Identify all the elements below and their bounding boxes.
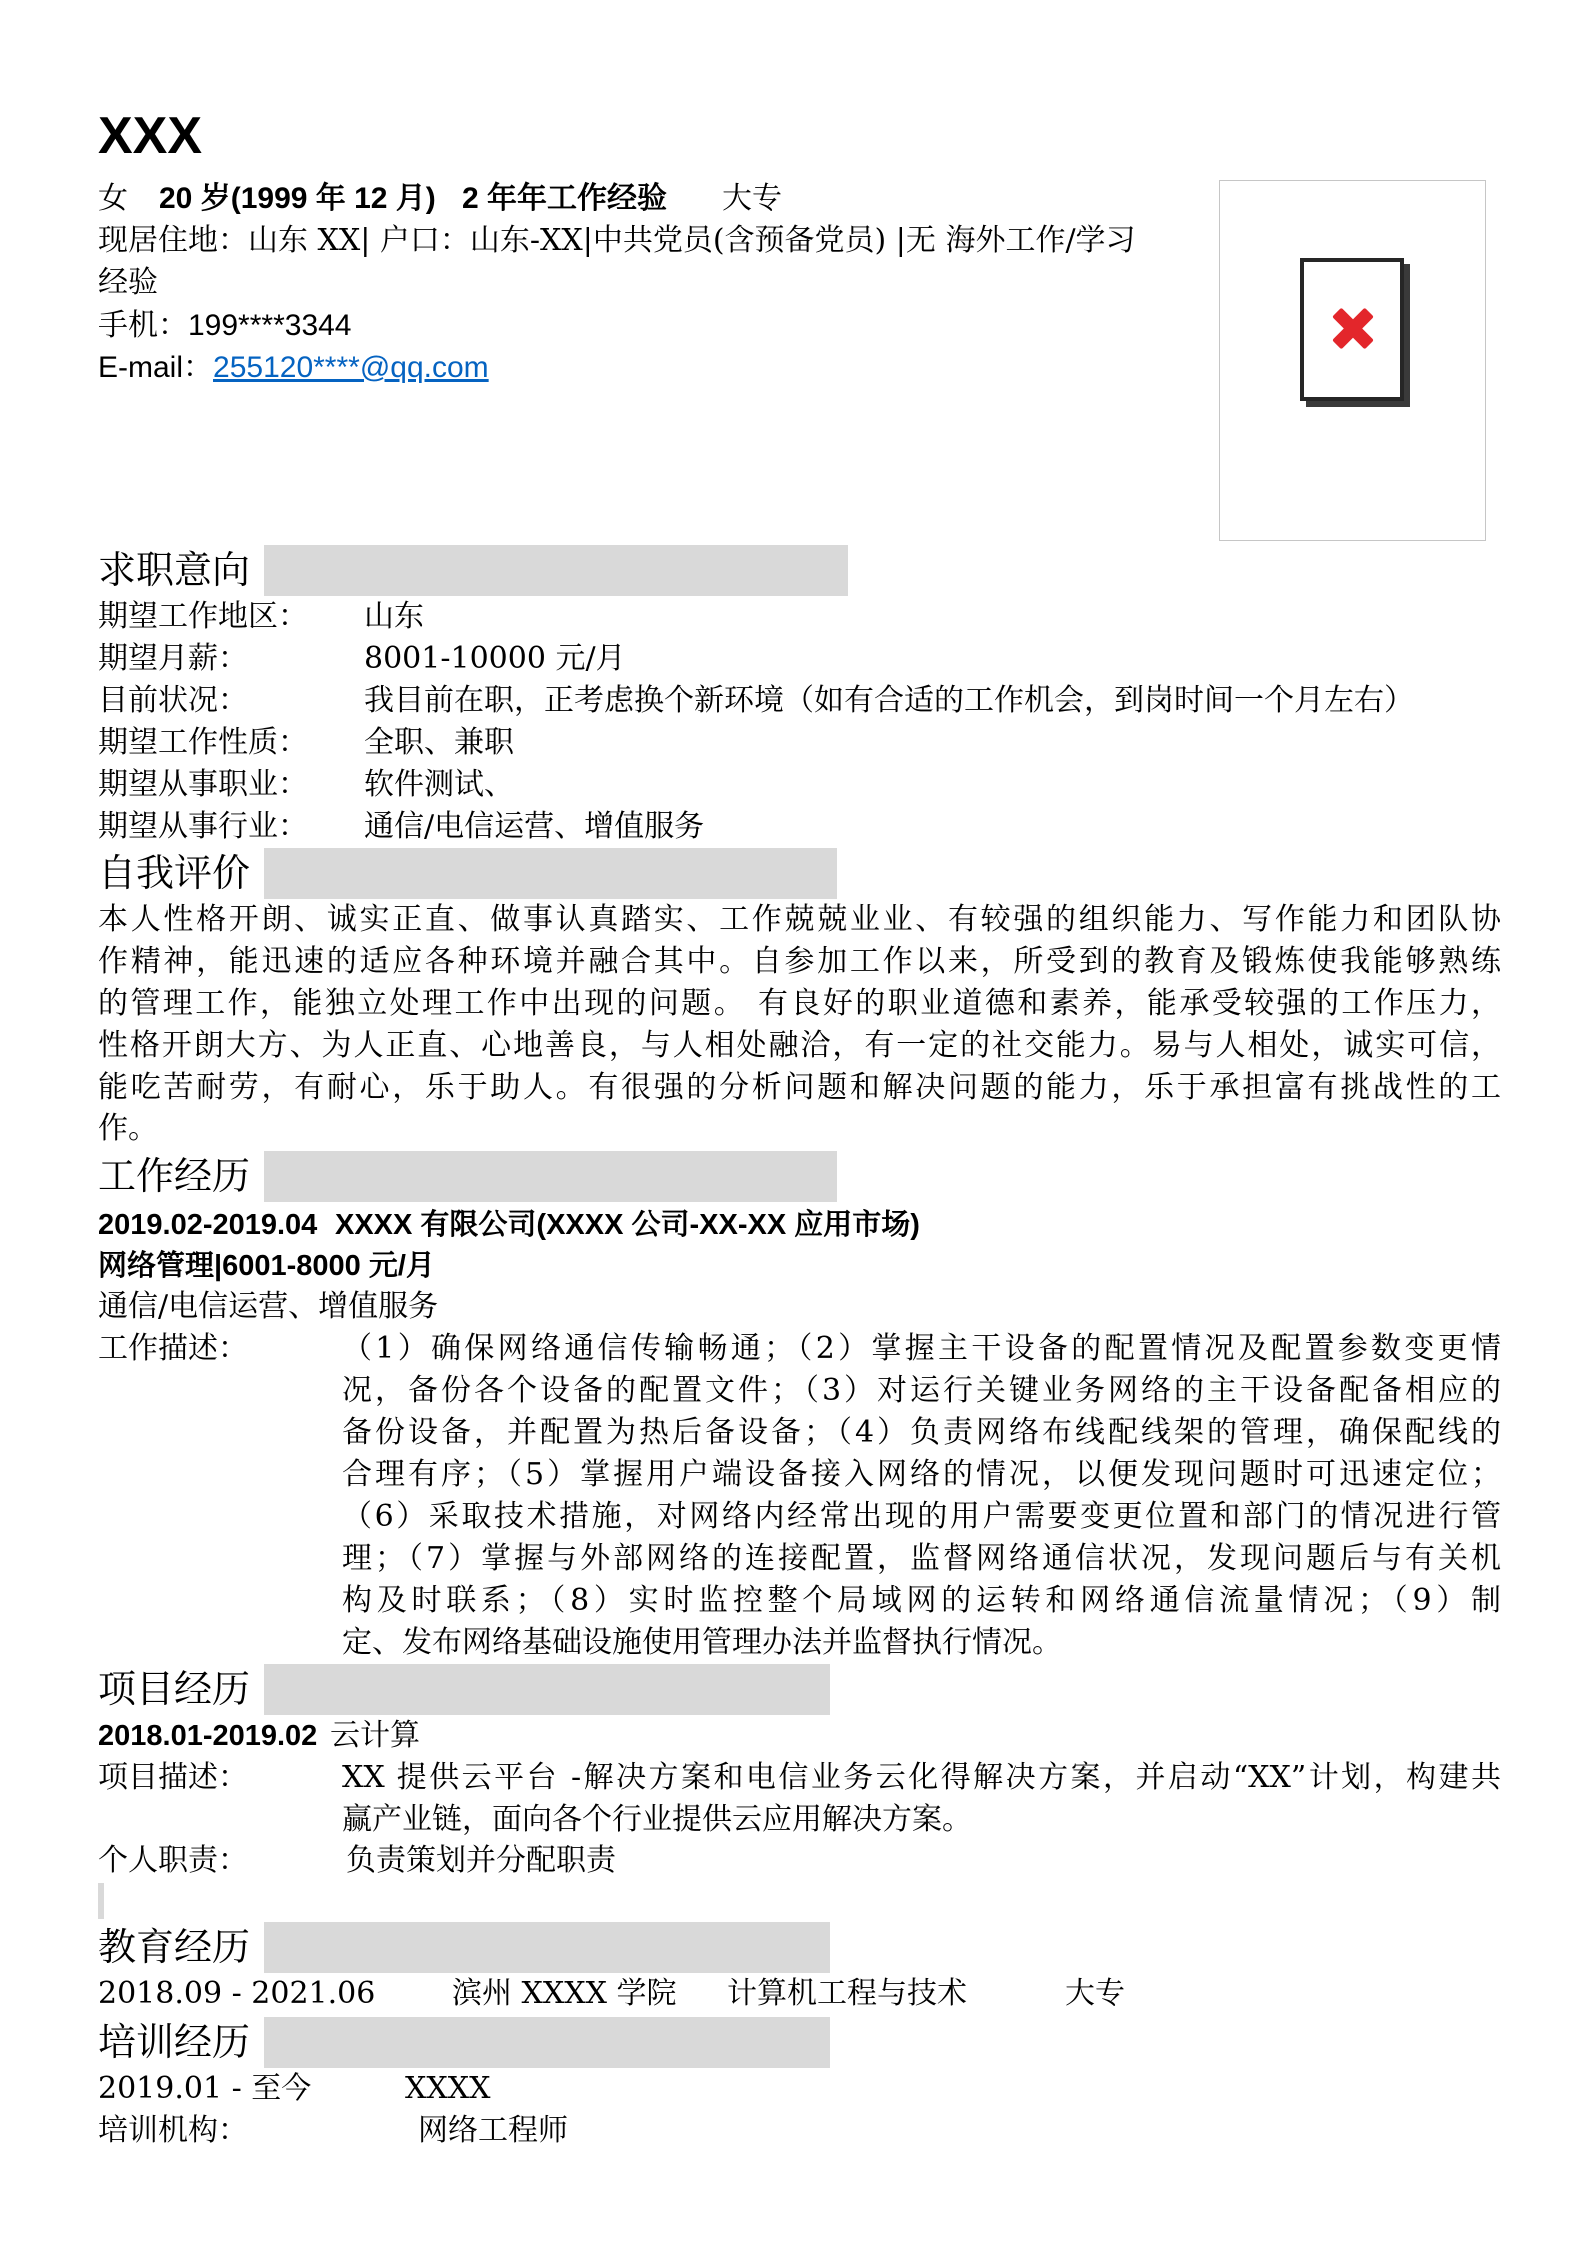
email-link[interactable]: 255120****@qq.com — [213, 351, 489, 384]
residence-info: 现居住地：山东 XX| 户口：山东-XX|中共党员(含预备党员) |无 海外工作/学习 — [98, 223, 1136, 258]
work-description-line: （6）采取技术措施，对网络内经常出现的用户需要变更位置和部门的情况进行管 — [342, 1499, 1501, 1534]
education-school: 滨州 XXXX 学院 — [452, 1976, 677, 2011]
education-major: 计算机工程与技术 — [727, 1976, 967, 2011]
self-evaluation-line: 作精神，能迅速的适应各种环境并融合其中。自参加工作以来，所受到的教育及锻炼使我能够熟练 — [98, 944, 1501, 979]
empty-paragraph-shading — [98, 1883, 104, 1919]
section-header-bar — [264, 2017, 830, 2068]
work-position: 网络管理|6001-8000 元/月 — [98, 1250, 435, 1282]
section-header-bar — [264, 545, 848, 596]
education-degree: 大专 — [1065, 1976, 1125, 2011]
project-duty-label: 个人职责： — [98, 1843, 248, 1878]
work-company: XXXX 有限公司(XXXX 公司-XX-XX 应用市场) — [335, 1209, 920, 1241]
section-title: 教育经历 — [98, 1922, 264, 1973]
job-row-label: 目前状况： — [98, 683, 248, 718]
section-title: 培训经历 — [98, 2017, 264, 2068]
section-header-project-experience — [98, 1664, 830, 1715]
broken-image-icon — [1300, 258, 1404, 401]
section-header-job-intention — [98, 545, 848, 596]
self-evaluation-line: 能吃苦耐劳，有耐心，乐于助人。有很强的分析问题和解决问题的能力，乐于承担富有挑战性的工 — [98, 1070, 1501, 1105]
self-evaluation-line: 性格开朗大方、为人正直、心地善良，与人相处融洽，有一定的社交能力。易与人相处，诚实可信， — [98, 1028, 1501, 1063]
work-description-line: （1）确保网络通信传输畅通；（2）掌握主干设备的配置情况及配置参数变更情 — [342, 1331, 1501, 1366]
section-title: 求职意向 — [98, 545, 264, 596]
section-header-bar — [264, 848, 837, 899]
section-header-self-evaluation — [98, 848, 837, 899]
job-row-label: 期望工作地区： — [98, 599, 308, 634]
section-header-bar — [264, 1151, 837, 1202]
project-description-label: 项目描述： — [98, 1760, 248, 1795]
project-name: 云计算 — [330, 1718, 420, 1753]
project-duty: 负责策划并分配职责 — [346, 1843, 616, 1878]
section-header-work-experience — [98, 1151, 837, 1202]
section-header-bar — [264, 1922, 830, 1973]
work-description-line: 合理有序；（5）掌握用户端设备接入网络的情况，以便发现问题时可迅速定位； — [342, 1457, 1501, 1492]
job-row-label: 期望从事职业： — [98, 767, 308, 802]
age: 20 岁(1999 年 12 月) — [159, 182, 436, 215]
job-row-label: 期望月薪： — [98, 641, 248, 676]
training-period: 2019.01 - 至今 — [98, 2071, 312, 2106]
work-industry: 通信/电信运营、增值服务 — [98, 1289, 439, 1324]
self-evaluation-line: 的管理工作，能独立处理工作中出现的问题。 有良好的职业道德和素养，能承受较强的工作压力， — [98, 986, 1501, 1021]
phone-label: 手机： — [98, 309, 188, 342]
degree: 大专 — [722, 181, 782, 216]
education-period: 2018.09 - 2021.06 — [98, 1976, 376, 2011]
work-description-line: 理；（7）掌握与外部网络的连接配置，监督网络通信状况，发现问题后与有关机 — [342, 1541, 1501, 1576]
work-period: 2019.02-2019.04 — [98, 1209, 318, 1241]
self-evaluation-line: 本人性格开朗、诚实正直、做事认真踏实、工作兢兢业业、有较强的组织能力、写作能力和团队协 — [98, 902, 1501, 937]
profile-photo — [1219, 180, 1486, 541]
work-description-line: 况，备份各个设备的配置文件；（3）对运行关键业务网络的主干设备配备相应的 — [342, 1373, 1501, 1408]
phone-row — [98, 305, 352, 347]
job-row-value: 通信/电信运营、增值服务 — [364, 809, 705, 844]
project-description-line: XX 提供云平台 -解决方案和电信业务云化得解决方案，并启动“XX”计划，构建共 — [342, 1760, 1501, 1795]
phone-number: 199****3344 — [188, 309, 352, 342]
residence-info-continued: 经验 — [98, 265, 158, 300]
section-title: 工作经历 — [98, 1151, 264, 1202]
job-row-value: 山东 — [364, 599, 424, 634]
job-row-value: 8001-10000 元/月 — [364, 641, 626, 676]
work-experience: 2 年年工作经验 — [462, 182, 668, 215]
job-row-value: 全职、兼职 — [364, 725, 514, 760]
section-header-training — [98, 2017, 830, 2068]
job-row-label: 期望从事行业： — [98, 809, 308, 844]
training-course: XXXX — [405, 2071, 491, 2106]
work-description-line: 定、发布网络基础设施使用管理办法并监督执行情况。 — [342, 1625, 1062, 1660]
project-description-line: 赢产业链，面向各个行业提供云应用解决方案。 — [342, 1802, 972, 1837]
project-period: 2018.01-2019.02 — [98, 1720, 318, 1752]
work-description-line: 构及时联系；（8）实时监控整个局域网的运转和网络通信流量情况；（9）制 — [342, 1583, 1501, 1618]
section-header-bar — [264, 1664, 830, 1715]
job-row-value: 我目前在职，正考虑换个新环境（如有合适的工作机会，到岗时间一个月左右） — [364, 683, 1414, 718]
work-description-label: 工作描述： — [98, 1331, 248, 1366]
self-evaluation-line: 作。 — [98, 1111, 158, 1146]
job-row-value: 软件测试、 — [364, 767, 514, 802]
gender: 女 — [98, 181, 128, 216]
section-title: 项目经历 — [98, 1664, 264, 1715]
training-org-label: 培训机构： — [98, 2113, 248, 2148]
email-row — [98, 347, 489, 389]
email-label: E-mail： — [98, 351, 214, 384]
section-title: 自我评价 — [98, 848, 264, 899]
section-header-education — [98, 1922, 830, 1973]
training-org: 网络工程师 — [418, 2113, 568, 2148]
work-description-line: 备份设备，并配置为热后备设备；（4）负责网络布线配线架的管理，确保配线的 — [342, 1415, 1501, 1450]
candidate-name: XXX — [98, 107, 203, 165]
job-row-label: 期望工作性质： — [98, 725, 308, 760]
